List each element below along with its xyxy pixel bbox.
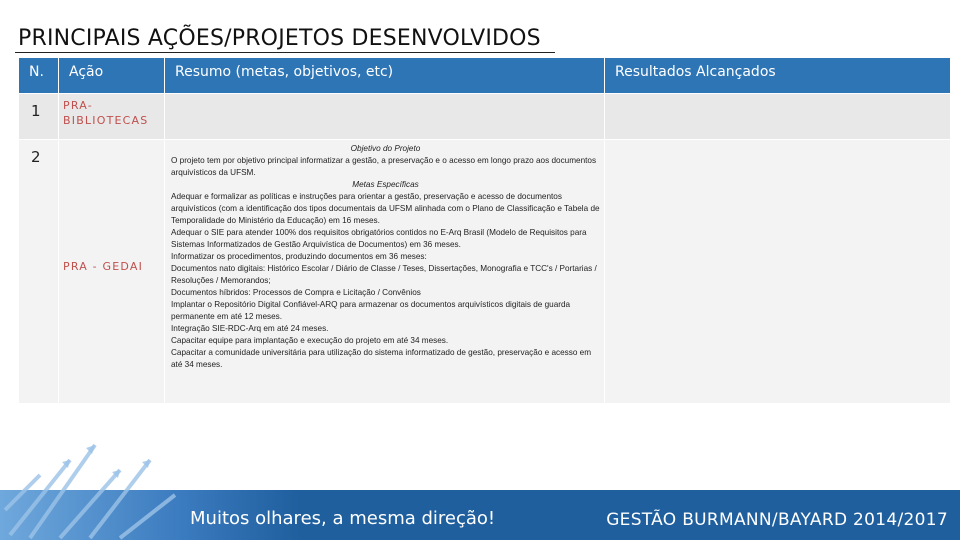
projects-table — [18, 57, 951, 404]
footer-slogan: Muitos olhares, a mesma direção! — [190, 508, 496, 529]
resumo-text — [165, 140, 604, 371]
resumo-paragraph: Documentos híbridos: Processos de Compra e Licitação / Convênios — [171, 288, 421, 297]
resumo-paragraph: Metas Específicas — [352, 180, 419, 189]
resumo-paragraph: Capacitar equipe para implantação e execução do projeto em até 34 meses. — [171, 336, 449, 345]
row-number: 1 — [19, 94, 59, 140]
resumo-paragraph: Adequar o SIE para atender 100% dos requisitos obrigatórios contidos no E-Arq Brasil (Modelo de Requisitos para Sistemas Informatizados de Gestão Arquivística de Documentos) em 36 meses. — [171, 228, 587, 249]
row-resultados-cell — [605, 94, 951, 140]
resumo-paragraph: O projeto tem por objetivo principal informatizar a gestão, a preservação e o acesso em longo prazo aos documentos arquivísticos da UFSM. — [171, 156, 597, 177]
table-header-row — [19, 58, 951, 94]
resumo-paragraph: Documentos nato digitais: Histórico Escolar / Diário de Classe / Teses, Dissertações, Monografia e TCC's / Portarias / Resoluções / Memorandos; — [171, 264, 597, 285]
resumo-paragraph: Informatizar os procedimentos, produzindo documentos em 36 meses: — [171, 252, 427, 261]
row-acao: PRA- BIBLIOTECAS — [63, 99, 149, 127]
resumo-paragraph: Adequar e formalizar as políticas e instruções para orientar a gestão, preservação e acesso de documentos arquivísticos (com a identificação dos tipos documentais da UFSM alinhada com o Plano de Classificação e Tabela de Temporalidade do Ministério da Educação) em 16 meses. — [171, 192, 600, 225]
row-acao-cell — [59, 140, 165, 404]
resumo-paragraph: Capacitar a comunidade universitária para utilização do sistema informatizado de gestão, preservação e acesso em até 34 meses. — [171, 348, 592, 369]
header-resumo: Resumo (metas, objetivos, etc) — [165, 58, 605, 94]
resumo-paragraph: Objetivo do Projeto — [350, 144, 421, 153]
row-resultados-cell — [605, 140, 951, 404]
row-number: 2 — [19, 140, 59, 404]
table-row — [19, 140, 951, 404]
resumo-paragraph: Implantar o Repositório Digital Confiável-ARQ para armazenar os documentos arquivísticos digitais de guarda permanente em até 12 meses. — [171, 300, 571, 321]
title-underline — [15, 52, 555, 53]
row-resumo-cell — [165, 94, 605, 140]
header-resultados: Resultados Alcançados — [605, 58, 951, 94]
table-row — [19, 94, 951, 140]
footer-gestao: GESTÃO BURMANN/BAYARD 2014/2017 — [606, 510, 948, 530]
slide-title: PRINCIPAIS AÇÕES/PROJETOS DESENVOLVIDOS — [18, 26, 541, 51]
row-resumo-cell — [165, 140, 605, 404]
resumo-paragraph: Integração SIE-RDC-Arq em até 24 meses. — [171, 324, 329, 333]
header-num: N. — [19, 58, 59, 94]
row-acao: PRA - GEDAI — [63, 260, 144, 273]
header-acao: Ação — [59, 58, 165, 94]
row-acao-cell — [59, 94, 165, 140]
